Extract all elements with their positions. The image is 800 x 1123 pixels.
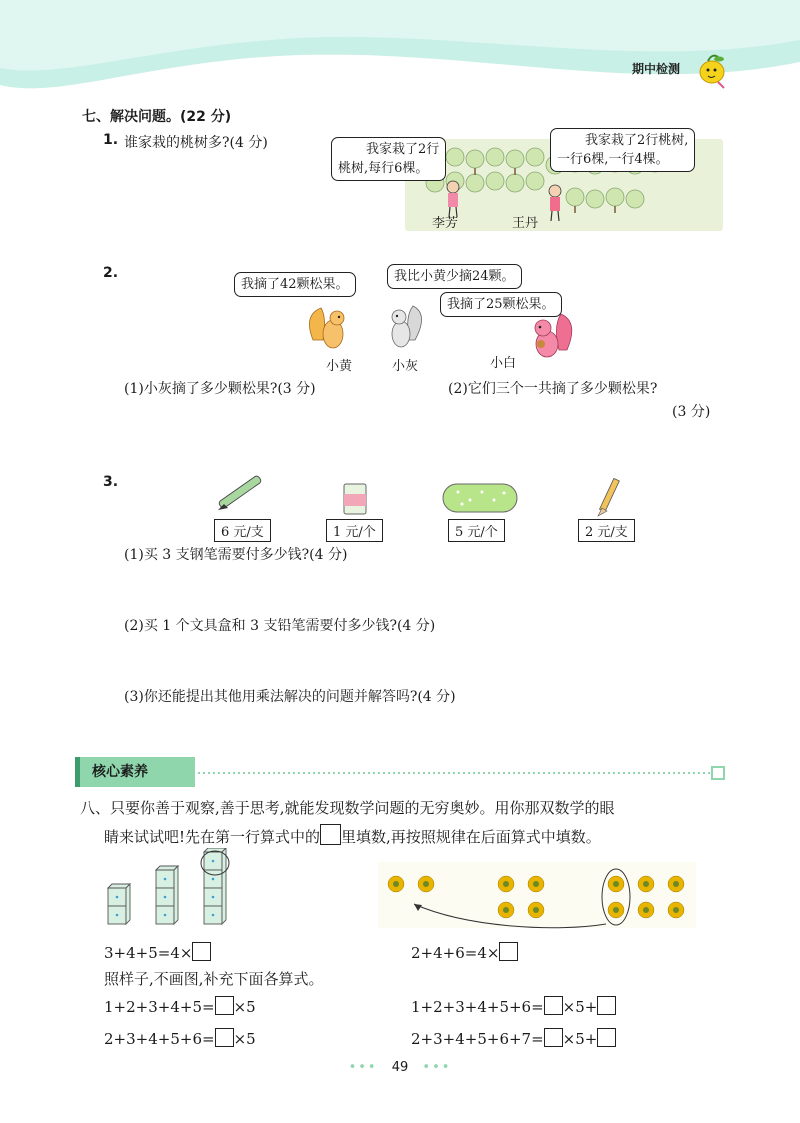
q2-name-xiaohuang: 小黄	[326, 359, 353, 374]
price-tag-pencil	[578, 519, 635, 542]
page-number	[0, 1060, 800, 1075]
squirrels-illustration	[305, 300, 575, 360]
section7-title: 七、解决问题。(22 分)	[82, 109, 232, 125]
equation-5	[104, 1028, 256, 1048]
price-tag-eraser	[326, 519, 383, 542]
equation-suffix: ×5+	[562, 1030, 598, 1048]
bubble-line: 一行6棵,一行4棵。	[557, 152, 669, 167]
bubble-line: 我家栽了2行桃树,	[585, 133, 689, 148]
answer-box[interactable]	[192, 942, 211, 961]
answer-box[interactable]	[544, 1028, 563, 1047]
equation-flowers	[411, 942, 518, 962]
section8-line2-part2: 里填数,再按照规律在后面算式中填数。	[341, 828, 601, 846]
equation-text: 2+3+4+5+6=	[104, 1030, 215, 1048]
bubble-line: 我家栽了2行	[366, 142, 440, 157]
pencil-icon	[595, 476, 625, 520]
q3-sub3: (3)你还能提出其他用乘法解决的问题并解答吗?(4 分)	[124, 689, 456, 705]
answer-box[interactable]	[215, 1028, 234, 1047]
equation-6	[411, 1028, 616, 1048]
q3-sub1: (1)买 3 支钢笔需要付多少钱?(4 分)	[124, 547, 348, 563]
page-dots-right-icon: •••	[422, 1060, 452, 1075]
q2-bubble-xiaobai: 我摘了25颗松果。	[440, 292, 562, 317]
q3-sub2: (2)买 1 个文具盒和 3 支铅笔需要付多少钱?(4 分)	[124, 618, 436, 634]
q2-name-xiaobai: 小白	[490, 356, 517, 371]
price-tag-text: 2 元/支	[578, 519, 635, 542]
section8-instruction: 照样子,不画图,补充下面各算式。	[104, 970, 324, 988]
q2-bubble-xiaohui: 我比小黄少摘24颗。	[387, 264, 522, 289]
q3-number: 3.	[103, 474, 119, 490]
flowers-illustration	[378, 860, 698, 930]
answer-box[interactable]	[499, 942, 518, 961]
price-tag-pen	[214, 519, 271, 542]
q2-sub2: (2)它们三个一共摘了多少颗松果?	[448, 381, 658, 397]
lemon-mascot-icon	[694, 50, 734, 90]
q1-name-left: 李芳	[432, 216, 459, 231]
equation-suffix: ×5+	[562, 998, 598, 1016]
q2-sub1: (1)小灰摘了多少颗松果?(3 分)	[124, 381, 316, 397]
answer-box[interactable]	[544, 996, 563, 1015]
pencil-case-icon	[440, 480, 520, 516]
price-tag-pencil-case	[448, 519, 505, 542]
dotted-divider	[198, 766, 728, 780]
q1-speech-bubble-left	[331, 137, 446, 181]
fountain-pen-icon	[210, 466, 270, 518]
q1-name-right: 王丹	[512, 216, 539, 231]
answer-box[interactable]	[597, 996, 616, 1015]
equation-suffix: ×5	[233, 998, 256, 1016]
equation-text: 2+4+6=4×	[411, 944, 500, 962]
price-tag-text: 5 元/个	[448, 519, 505, 542]
header-band	[0, 0, 800, 95]
answer-box	[320, 824, 341, 845]
answer-box[interactable]	[597, 1028, 616, 1047]
section8-line2-part1: 睛来试试吧!先在第一行算式中的	[104, 828, 321, 846]
core-literacy-tag: 核心素养	[75, 757, 195, 787]
equation-text: 3+4+5=4×	[104, 944, 193, 962]
equation-4	[411, 996, 616, 1016]
q1-speech-bubble-right	[550, 128, 695, 172]
section8-line1: 八、只要你善于观察,善于思考,就能发现数学问题的无穷奥妙。用你那双数学的眼	[80, 799, 615, 817]
q1-number: 1.	[103, 132, 119, 148]
equation-text: 1+2+3+4+5=	[104, 998, 215, 1016]
q2-sub2-score: (3 分)	[672, 404, 711, 420]
equation-suffix: ×5	[233, 1030, 256, 1048]
section8-line2	[104, 824, 601, 847]
q2-bubble-xiaohuang: 我摘了42颗松果。	[234, 272, 356, 297]
q2-number: 2.	[103, 265, 119, 281]
equation-cubes	[104, 942, 211, 962]
bubble-line: 桃树,每行6棵。	[338, 161, 429, 176]
equation-text: 1+2+3+4+5+6=	[411, 998, 544, 1016]
answer-box[interactable]	[215, 996, 234, 1015]
cube-stacks-illustration	[100, 848, 240, 930]
equation-3	[104, 996, 256, 1016]
page-dots-left-icon: •••	[348, 1060, 378, 1075]
price-tag-text: 6 元/支	[214, 519, 271, 542]
eraser-icon	[340, 478, 372, 518]
equation-text: 2+3+4+5+6+7=	[411, 1030, 544, 1048]
price-tag-text: 1 元/个	[326, 519, 383, 542]
header-title: 期中检测	[632, 62, 681, 76]
q2-name-xiaohui: 小灰	[392, 359, 419, 374]
page-number-text: 49	[391, 1060, 409, 1075]
q1-text: 谁家栽的桃树多?(4 分)	[124, 135, 268, 151]
